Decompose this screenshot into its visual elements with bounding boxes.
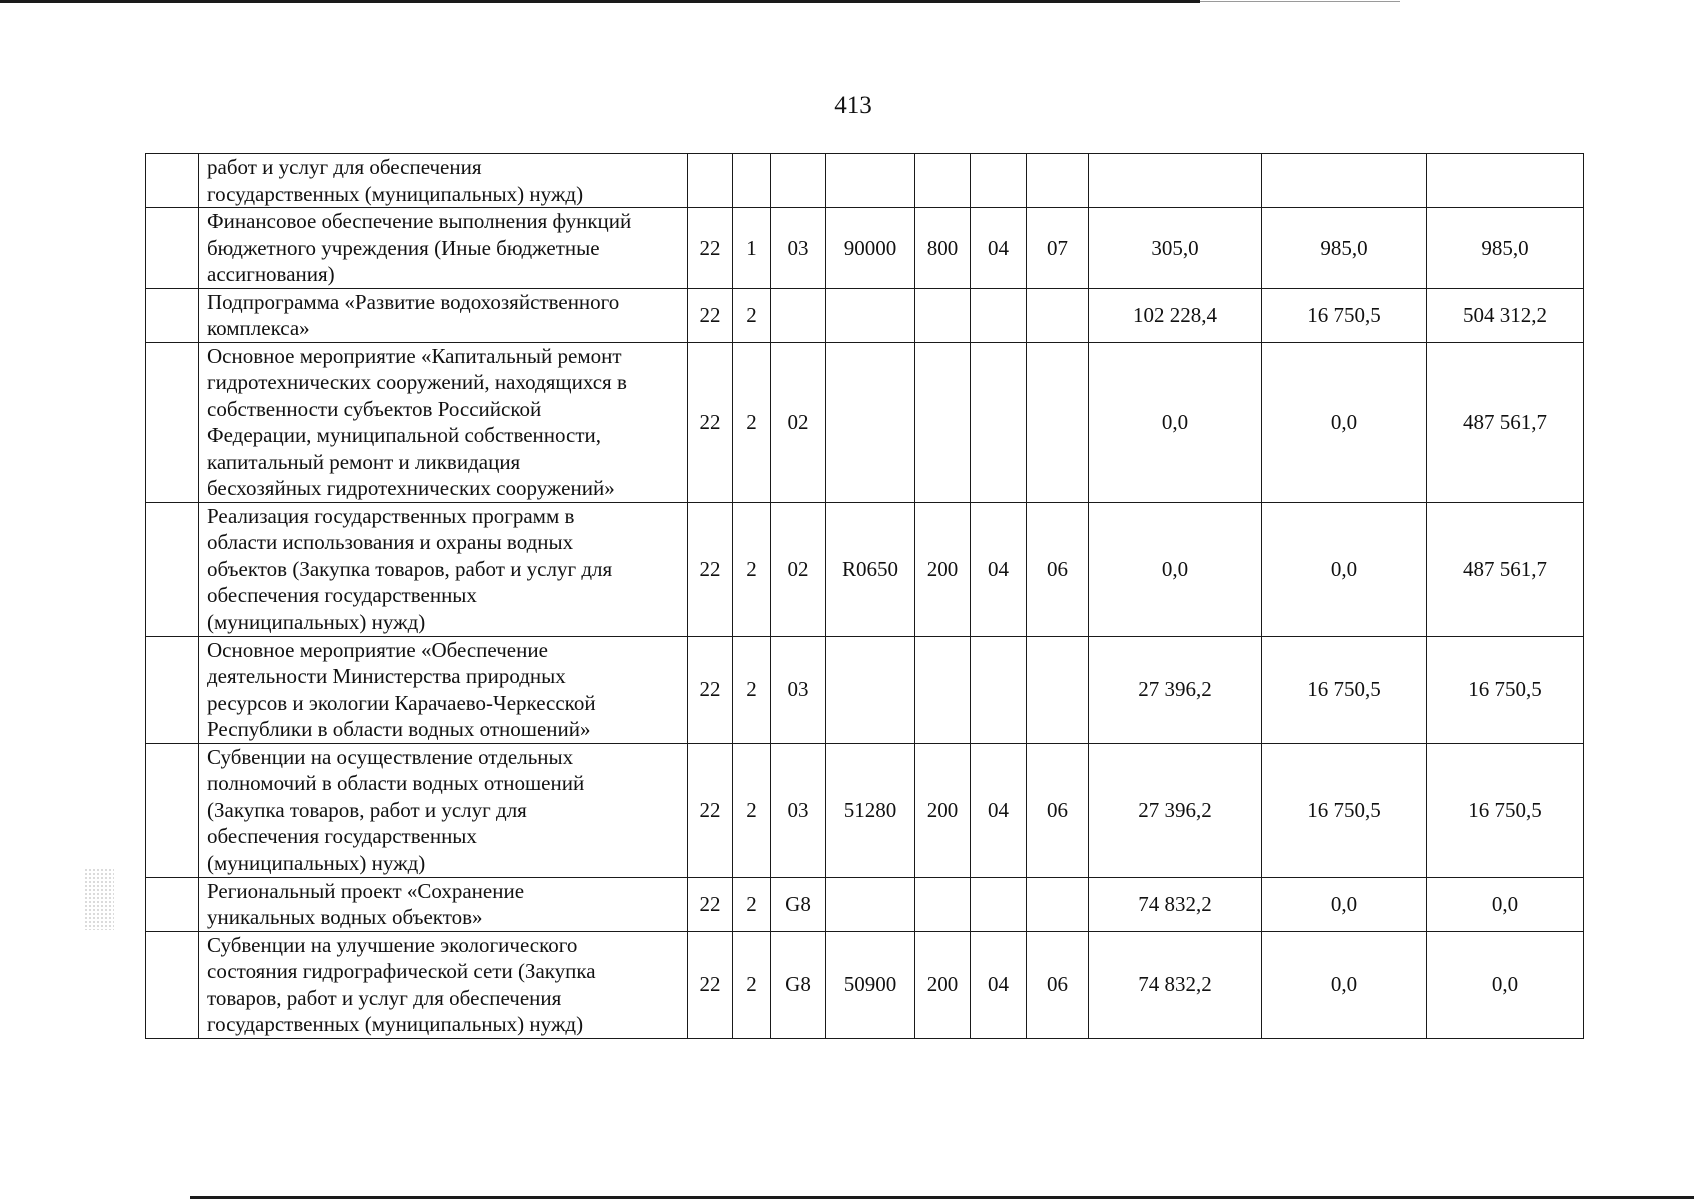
description-line: комплекса» [207, 316, 310, 340]
value-year-1: 27 396,2 [1089, 636, 1262, 743]
table-row [146, 288, 1584, 342]
col-section: 04 [971, 502, 1027, 636]
col-section [971, 154, 1027, 208]
value-year-2: 16 750,5 [1262, 636, 1427, 743]
description-line: (Закупка товаров, работ и услуг для [207, 797, 527, 822]
col-expense-type: 200 [915, 931, 971, 1038]
description-line: полномочий в области водных отношений [207, 771, 585, 795]
row-description [199, 342, 688, 502]
col-expense-type [915, 288, 971, 342]
col-article: 22 [688, 877, 733, 931]
description-line: бюджетного учреждения (Иные бюджетные [207, 235, 600, 260]
description-line: (муниципальных) нужд) [207, 850, 426, 875]
description-line: ассигнования) [207, 262, 335, 286]
col-direction: 51280 [826, 743, 915, 877]
col-subprogram: 2 [733, 502, 771, 636]
col-section [971, 877, 1027, 931]
value-year-1: 102 228,4 [1089, 288, 1262, 342]
col-subsection: 07 [1027, 208, 1089, 289]
table-row [146, 931, 1584, 1038]
page-number: 413 [834, 92, 872, 119]
col-direction: R0650 [826, 502, 915, 636]
description-line: государственных (муниципальных) нужд) [207, 181, 584, 206]
col-section [971, 288, 1027, 342]
col-subsection [1027, 288, 1089, 342]
row-number-cell [146, 208, 199, 289]
col-subprogram: 2 [733, 342, 771, 502]
value-year-2: 0,0 [1262, 877, 1427, 931]
scan-bottom-border [190, 1196, 1694, 1199]
row-number-cell [146, 743, 199, 877]
value-year-2: 16 750,5 [1262, 743, 1427, 877]
row-description [199, 931, 688, 1038]
row-description [199, 288, 688, 342]
table-row [146, 743, 1584, 877]
col-expense-type: 200 [915, 502, 971, 636]
value-year-1: 0,0 [1089, 502, 1262, 636]
col-section: 04 [971, 931, 1027, 1038]
row-description [199, 743, 688, 877]
scan-top-border [0, 0, 1200, 3]
value-year-3 [1427, 154, 1584, 208]
description-line: Республики в области водных отношений» [207, 717, 591, 741]
col-subsection: 06 [1027, 743, 1089, 877]
row-number-cell [146, 931, 199, 1038]
row-number-cell [146, 288, 199, 342]
col-subsection [1027, 154, 1089, 208]
col-expense-type: 200 [915, 743, 971, 877]
col-subsection [1027, 636, 1089, 743]
col-main-activity: G8 [771, 931, 826, 1038]
col-article: 22 [688, 288, 733, 342]
col-direction [826, 636, 915, 743]
col-article: 22 [688, 208, 733, 289]
col-main-activity: 03 [771, 208, 826, 289]
col-article: 22 [688, 931, 733, 1038]
col-direction [826, 877, 915, 931]
budget-table [145, 153, 1584, 1039]
row-description [199, 877, 688, 931]
table-row [146, 154, 1584, 208]
table-row [146, 342, 1584, 502]
description-line: ресурсов и экологии Карачаево-Черкесской [207, 690, 596, 715]
value-year-3: 0,0 [1427, 877, 1584, 931]
description-line: обеспечения государственных [207, 583, 477, 607]
col-article: 22 [688, 502, 733, 636]
row-description [199, 154, 688, 208]
description-line: состояния гидрографической сети (Закупка [207, 959, 596, 983]
description-line: Основное мероприятие «Обеспечение [207, 637, 548, 662]
col-direction: 90000 [826, 208, 915, 289]
description-line: Федерации, муниципальной собственности, [207, 423, 602, 447]
row-description [199, 636, 688, 743]
col-article: 22 [688, 636, 733, 743]
value-year-3: 487 561,7 [1427, 342, 1584, 502]
col-article: 22 [688, 743, 733, 877]
col-main-activity [771, 154, 826, 208]
scan-noise [84, 868, 114, 930]
row-description [199, 208, 688, 289]
scan-top-border-faint [1200, 1, 1400, 2]
col-article: 22 [688, 342, 733, 502]
col-article [688, 154, 733, 208]
table-row [146, 877, 1584, 931]
description-line: товаров, работ и услуг для обеспечения [207, 985, 562, 1010]
col-subprogram: 2 [733, 288, 771, 342]
value-year-2: 0,0 [1262, 931, 1427, 1038]
col-direction: 50900 [826, 931, 915, 1038]
description-line: бесхозяйных гидротехнических сооружений» [207, 476, 615, 500]
value-year-1: 0,0 [1089, 342, 1262, 502]
col-section [971, 636, 1027, 743]
value-year-2: 0,0 [1262, 502, 1427, 636]
description-line: Региональный проект «Сохранение [207, 878, 525, 903]
description-line: (муниципальных) нужд) [207, 609, 426, 634]
col-direction [826, 154, 915, 208]
col-direction [826, 288, 915, 342]
col-expense-type [915, 877, 971, 931]
description-line: гидротехнических сооружений, находящихся в [207, 370, 627, 394]
row-number-cell [146, 502, 199, 636]
row-number-cell [146, 877, 199, 931]
col-subsection: 06 [1027, 931, 1089, 1038]
col-main-activity [771, 288, 826, 342]
value-year-3: 985,0 [1427, 208, 1584, 289]
description-line: собственности субъектов Российской [207, 396, 542, 421]
value-year-3: 16 750,5 [1427, 743, 1584, 877]
col-section: 04 [971, 208, 1027, 289]
col-direction [826, 342, 915, 502]
col-subprogram: 2 [733, 636, 771, 743]
description-line: обеспечения государственных [207, 824, 477, 848]
row-number-cell [146, 154, 199, 208]
table-row [146, 636, 1584, 743]
value-year-1: 74 832,2 [1089, 931, 1262, 1038]
value-year-1: 74 832,2 [1089, 877, 1262, 931]
col-subsection [1027, 877, 1089, 931]
row-number-cell [146, 636, 199, 743]
description-line: Подпрограмма «Развитие водохозяйственного [207, 289, 620, 314]
value-year-3: 487 561,7 [1427, 502, 1584, 636]
col-subprogram [733, 154, 771, 208]
col-main-activity: 02 [771, 342, 826, 502]
col-main-activity: G8 [771, 877, 826, 931]
row-description [199, 502, 688, 636]
description-line: Основное мероприятие «Капитальный ремонт [207, 343, 622, 368]
description-line: Реализация государственных программ в [207, 503, 575, 528]
col-section [971, 342, 1027, 502]
description-line: Субвенции на улучшение экологического [207, 932, 578, 957]
value-year-3: 16 750,5 [1427, 636, 1584, 743]
col-subprogram: 2 [733, 877, 771, 931]
value-year-1 [1089, 154, 1262, 208]
table-row [146, 502, 1584, 636]
description-line: области использования и охраны водных [207, 530, 574, 554]
col-main-activity: 03 [771, 636, 826, 743]
col-section: 04 [971, 743, 1027, 877]
value-year-3: 504 312,2 [1427, 288, 1584, 342]
description-line: государственных (муниципальных) нужд) [207, 1012, 584, 1036]
description-line: Субвенции на осуществление отдельных [207, 744, 574, 769]
description-line: работ и услуг для обеспечения [207, 155, 482, 179]
value-year-3: 0,0 [1427, 931, 1584, 1038]
value-year-2: 0,0 [1262, 342, 1427, 502]
value-year-1: 305,0 [1089, 208, 1262, 289]
table-row [146, 208, 1584, 289]
col-subsection [1027, 342, 1089, 502]
row-number-cell [146, 342, 199, 502]
description-line: объектов (Закупка товаров, работ и услуг для [207, 556, 613, 581]
col-main-activity: 03 [771, 743, 826, 877]
col-subprogram: 1 [733, 208, 771, 289]
col-subprogram: 2 [733, 931, 771, 1038]
value-year-2: 985,0 [1262, 208, 1427, 289]
col-expense-type [915, 342, 971, 502]
col-subsection: 06 [1027, 502, 1089, 636]
description-line: уникальных водных объектов» [207, 905, 483, 929]
description-line: Финансовое обеспечение выполнения функций [207, 209, 632, 233]
value-year-2: 16 750,5 [1262, 288, 1427, 342]
value-year-2 [1262, 154, 1427, 208]
col-subprogram: 2 [733, 743, 771, 877]
col-expense-type [915, 636, 971, 743]
value-year-1: 27 396,2 [1089, 743, 1262, 877]
description-line: деятельности Министерства природных [207, 664, 566, 688]
col-main-activity: 02 [771, 502, 826, 636]
col-expense-type: 800 [915, 208, 971, 289]
table-body [146, 154, 1584, 1039]
description-line: капитальный ремонт и ликвидация [207, 449, 521, 474]
col-expense-type [915, 154, 971, 208]
